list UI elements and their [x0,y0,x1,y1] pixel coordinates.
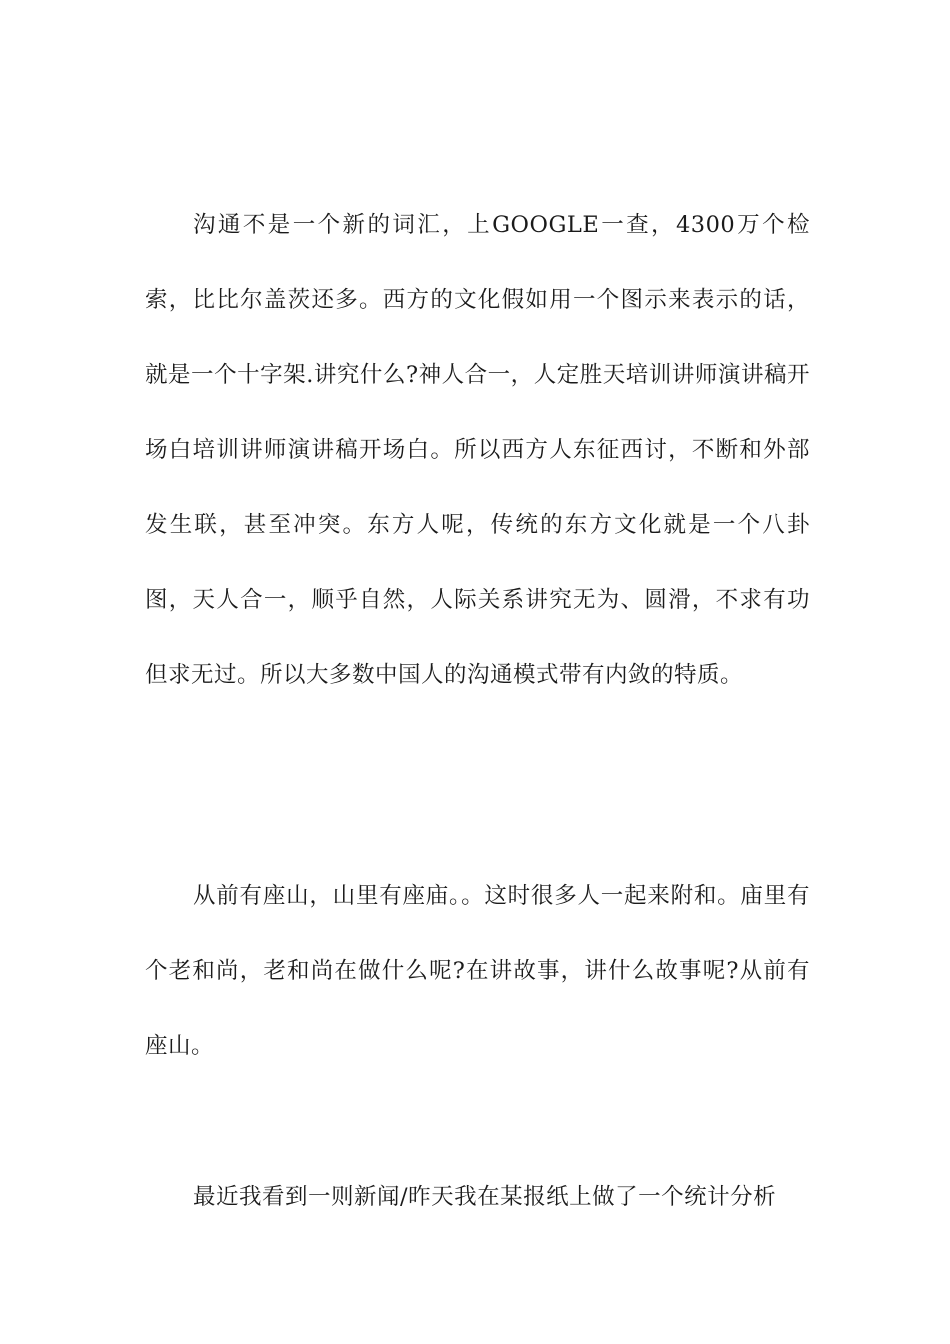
paragraph-news: 最近我看到一则新闻/昨天我在某报纸上做了一个统计分析 [193,1184,777,1210]
paragraph-communication: 沟通不是一个新的词汇，上GOOGLE一查，4300万个检索，比比尔盖茨还多。西方的文化假如用一个图示来表示的话，就是一个十字架.讲究什么?神人合一，人定胜天培训讲师演讲稿开场白培训讲师演讲稿开场白。所以西方人东征西讨，不断和外部发生联，甚至冲突。东方人呢，传统的东方文化就是一个八卦图，天人合一，顺乎自然，人际关系讲究无为、圆滑，不求有功但求无过。所以大多数中国人的沟通模式带有内敛的特质。 [145,212,810,688]
paragraph-mountain-story: 从前有座山，山里有座庙。。这时很多人一起来附和。庙里有个老和尚，老和尚在做什么呢?在讲故事，讲什么故事呢?从前有座山。 [145,883,810,1059]
